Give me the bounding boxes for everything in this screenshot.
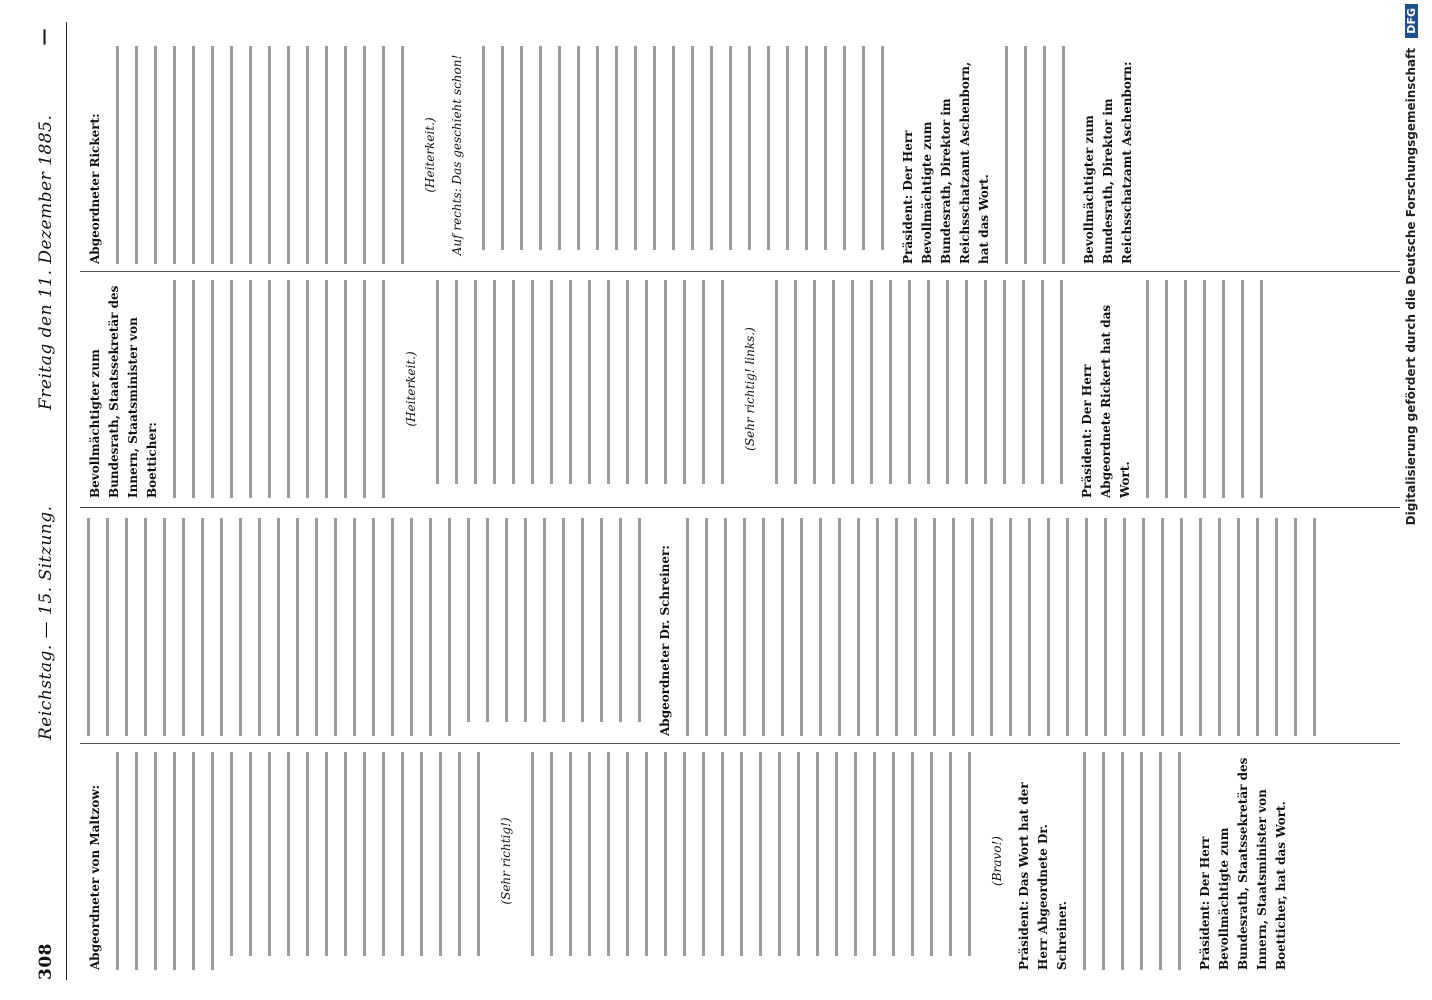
- body-text-block: [1139, 280, 1272, 498]
- body-text-block: [460, 518, 650, 722]
- page-number-left: 308: [36, 943, 56, 980]
- body-text-block: [429, 280, 733, 484]
- body-text-block: [109, 752, 223, 970]
- page-gutter: [80, 507, 1400, 508]
- speaker-label: Abgeordneter Rickert:: [88, 113, 102, 264]
- body-text-block: [109, 46, 413, 264]
- body-text-block: [80, 518, 460, 736]
- body-text-block: [1076, 752, 1190, 970]
- body-text-block: [524, 752, 980, 956]
- body-text-block: [223, 752, 489, 956]
- body-text-block: [768, 280, 1072, 484]
- stage-direction: (Heiterkeit.): [423, 117, 437, 193]
- body-text-block: [679, 518, 1325, 736]
- stage-direction: (Bravo!): [990, 836, 1004, 886]
- stage-direction: (Sehr richtig! links.): [743, 327, 757, 451]
- session-title: Reichstag. — 15. Sitzung.: [36, 505, 56, 740]
- right-page-column-1: [80, 280, 1400, 498]
- header-rule: [66, 22, 67, 980]
- column-divider: [80, 271, 1400, 272]
- speaker-label: Abgeordneter Dr. Schreiner:: [658, 545, 672, 736]
- running-header: [30, 22, 64, 980]
- left-page-column-2: [80, 518, 1400, 736]
- speaker-label: Bevollmächtigter zum Bundesrath, Direktor im Reichsschatzamt Aschenborn:: [1082, 61, 1134, 264]
- speaker-label: Präsident: Der Herr Bevollmächtigte zum Bundesrath, Direktor im Reichsschatzamt Aschenborn, hat das Wort.: [901, 61, 991, 264]
- right-page-column-2: [80, 46, 1400, 264]
- speaker-label: Präsident: Der Herr Abgeordnete Rickert hat das Wort.: [1080, 304, 1132, 498]
- left-page-column-1: [80, 752, 1400, 970]
- speaker-label: Präsident: Das Wort hat der Herr Abgeordnete Dr. Schreiner.: [1017, 782, 1069, 970]
- speaker-label: Abgeordneter von Maltzow:: [88, 784, 102, 970]
- body-text-block: [166, 280, 394, 498]
- stage-direction: (Heiterkeit.): [404, 351, 418, 427]
- session-date: Freitag den 11. Dezember 1885.: [36, 114, 56, 410]
- dfg-logo: DFG: [1405, 4, 1418, 38]
- stage-direction: Auf rechts: Das geschieht schon!: [450, 54, 464, 256]
- stage-direction: (Sehr richtig!): [499, 817, 513, 905]
- column-divider: [80, 743, 1400, 744]
- digitization-note: [1404, 4, 1418, 1000]
- speaker-label: Präsident: Der Herr Bevollmächtigte zum Bundesrath, Staatssekretär des Innern, Staatsminister von Boetticher, hat das Wort.: [1198, 757, 1288, 970]
- page-number-right: —: [34, 28, 54, 46]
- body-text-block: [998, 46, 1074, 264]
- speaker-label: Bevollmächtigter zum Bundesrath, Staatssekretär des Innern, Staatsminister von Boetticher:: [88, 285, 159, 498]
- body-text-block: [475, 46, 893, 250]
- digitization-note-text: Digitalisierung gefördert durch die Deutsche Forschungsgemeinschaft: [1404, 47, 1418, 526]
